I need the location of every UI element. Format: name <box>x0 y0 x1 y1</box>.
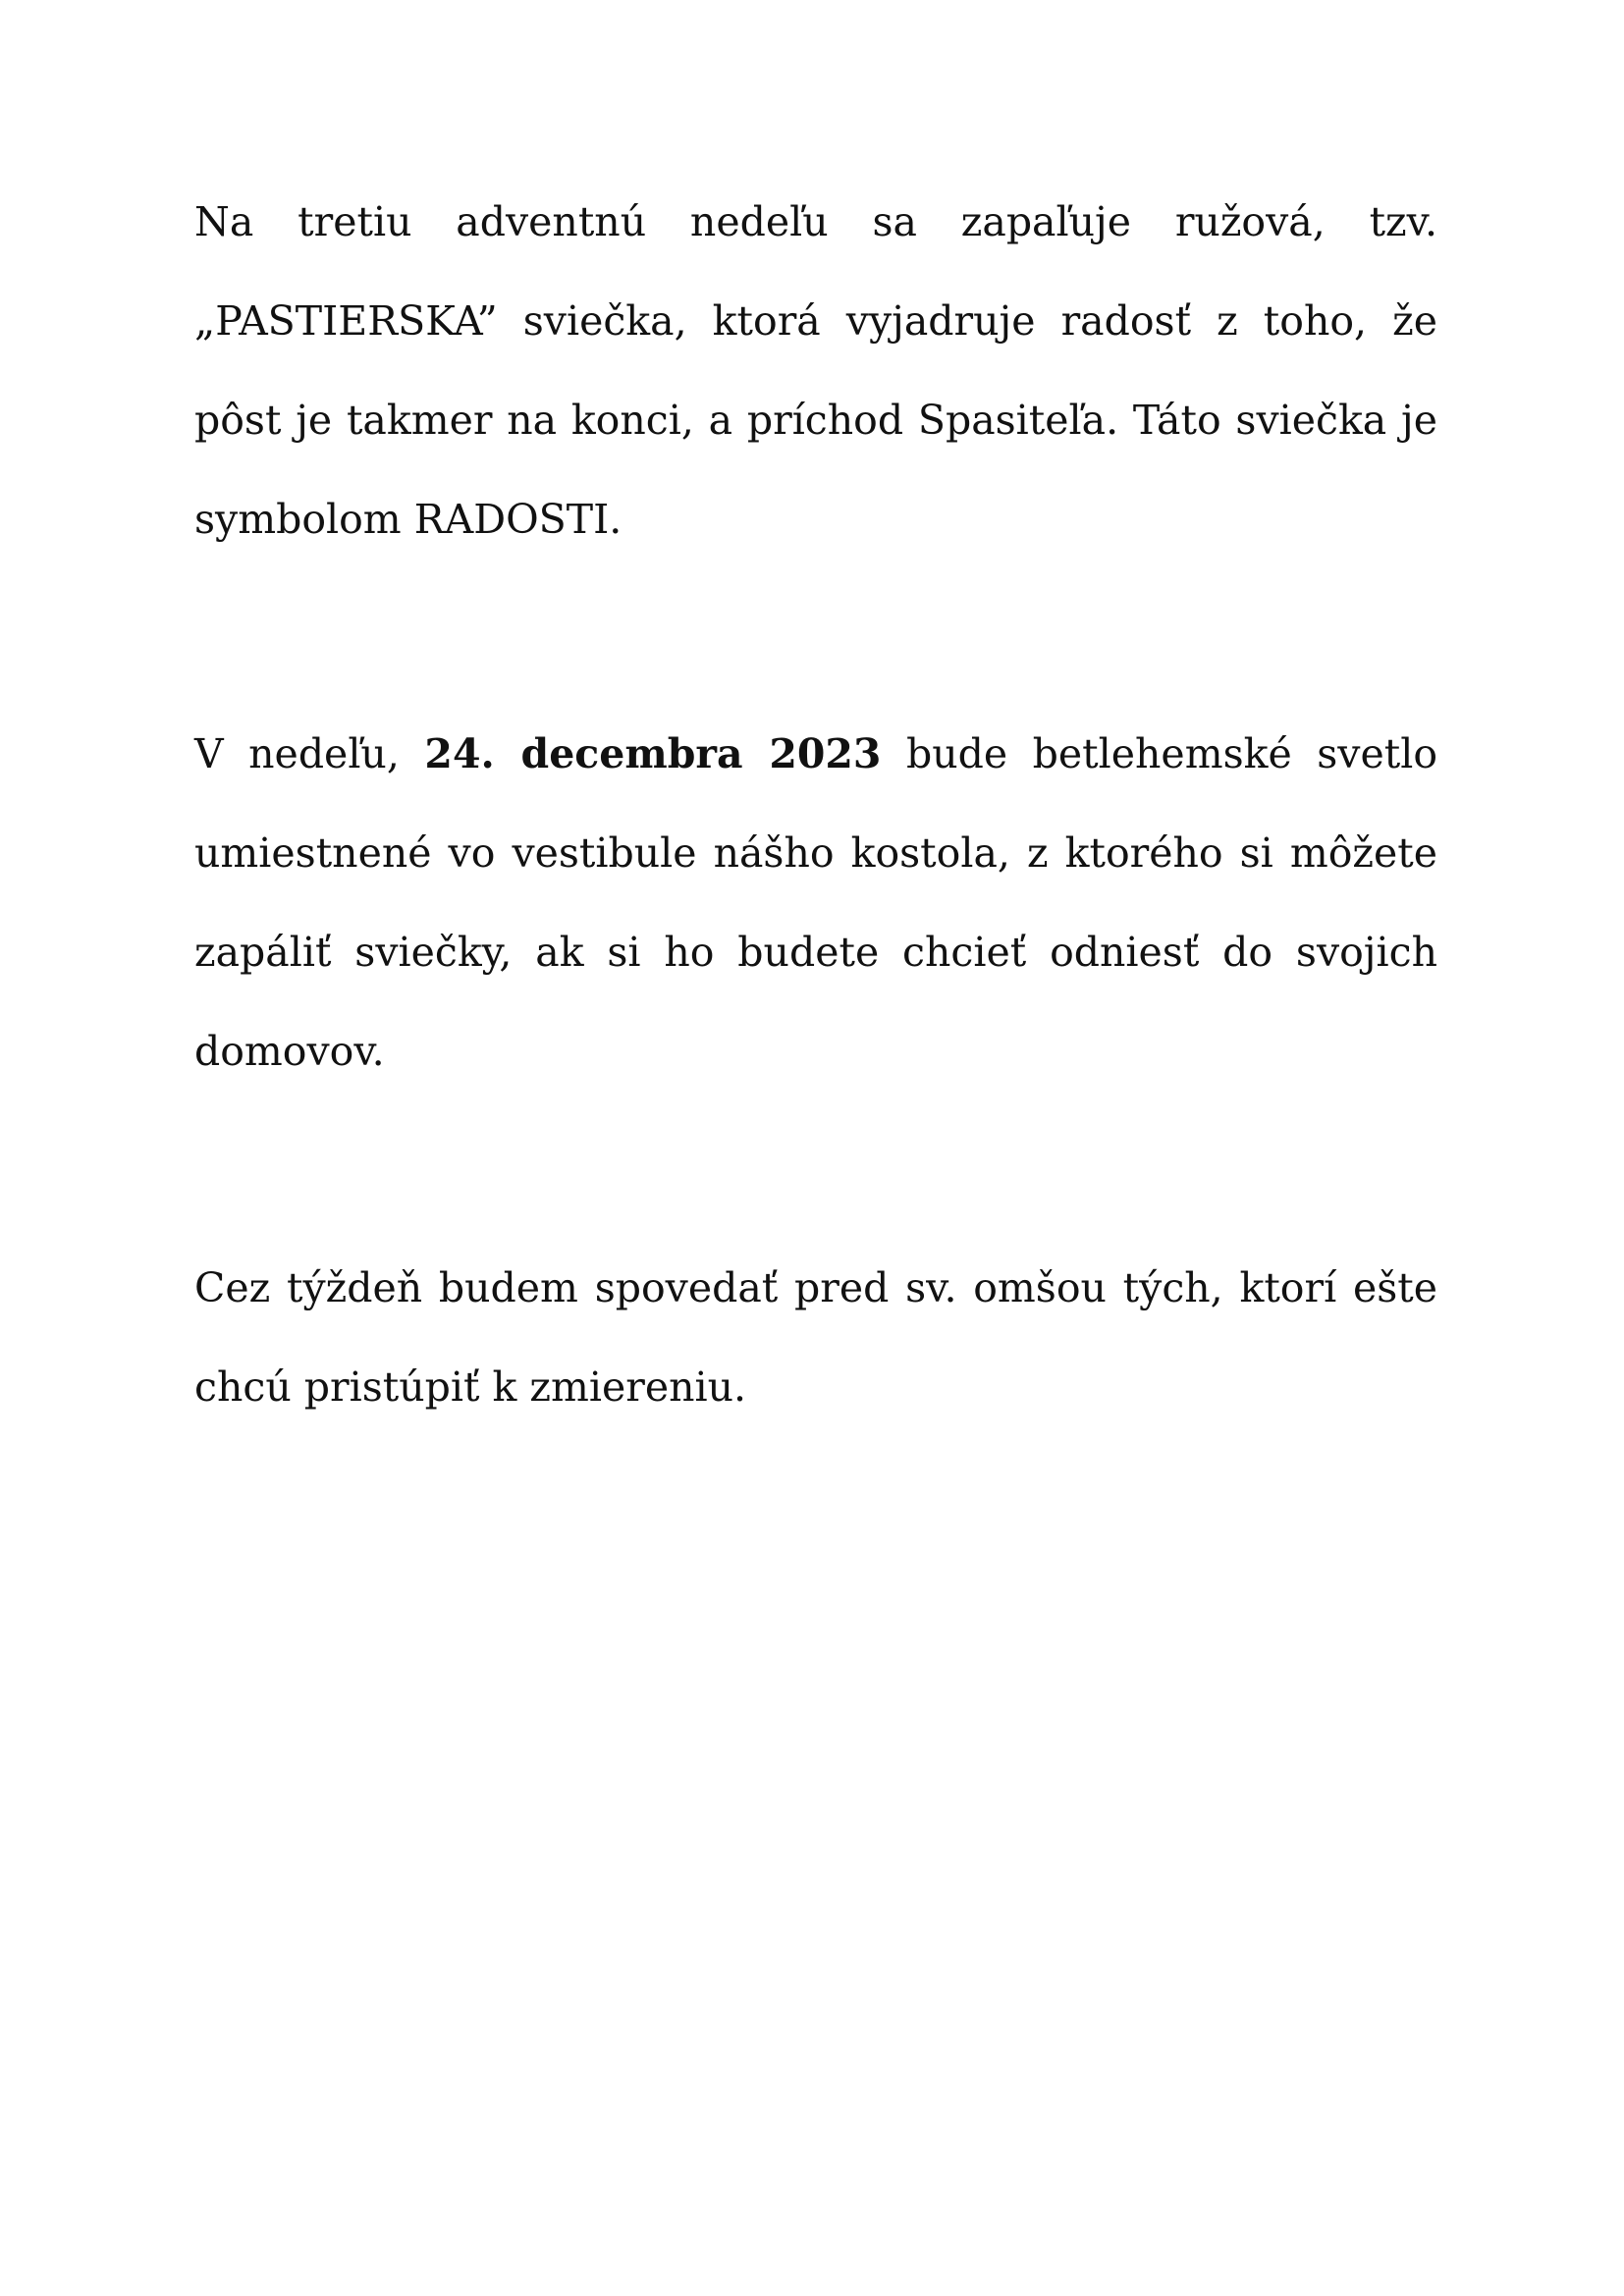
highlighted-date: 24. decembra 2023 <box>424 730 882 777</box>
paragraph-text-end: bude betlehemské svetlo umiestnené vo vestibule nášho kostola, z ktorého si môžete zapáliť sviečky, ak si ho budete chcieť odniesť do svojich domovov. <box>194 730 1438 1075</box>
paragraph-third-advent-candle <box>194 173 1437 569</box>
paragraph-confession <box>194 1239 1437 1437</box>
paragraph-text-start: V nedeľu, <box>194 730 425 777</box>
paragraph-text: Cez týždeň budem spovedať pred sv. omšou tých, ktorí ešte chcú pristúpiť k zmiereniu. <box>194 1264 1437 1411</box>
paragraph-bethlehem-light <box>194 705 1437 1101</box>
paragraph-text: Na tretiu adventnú nedeľu sa zapaľuje ružová, tzv. „PASTIERSKA” sviečka, ktorá vyjadruje radosť z toho, že pôst je takmer na konci, a príchod Spasiteľa. Táto sviečka je symbolom RADOSTI. <box>194 198 1437 543</box>
